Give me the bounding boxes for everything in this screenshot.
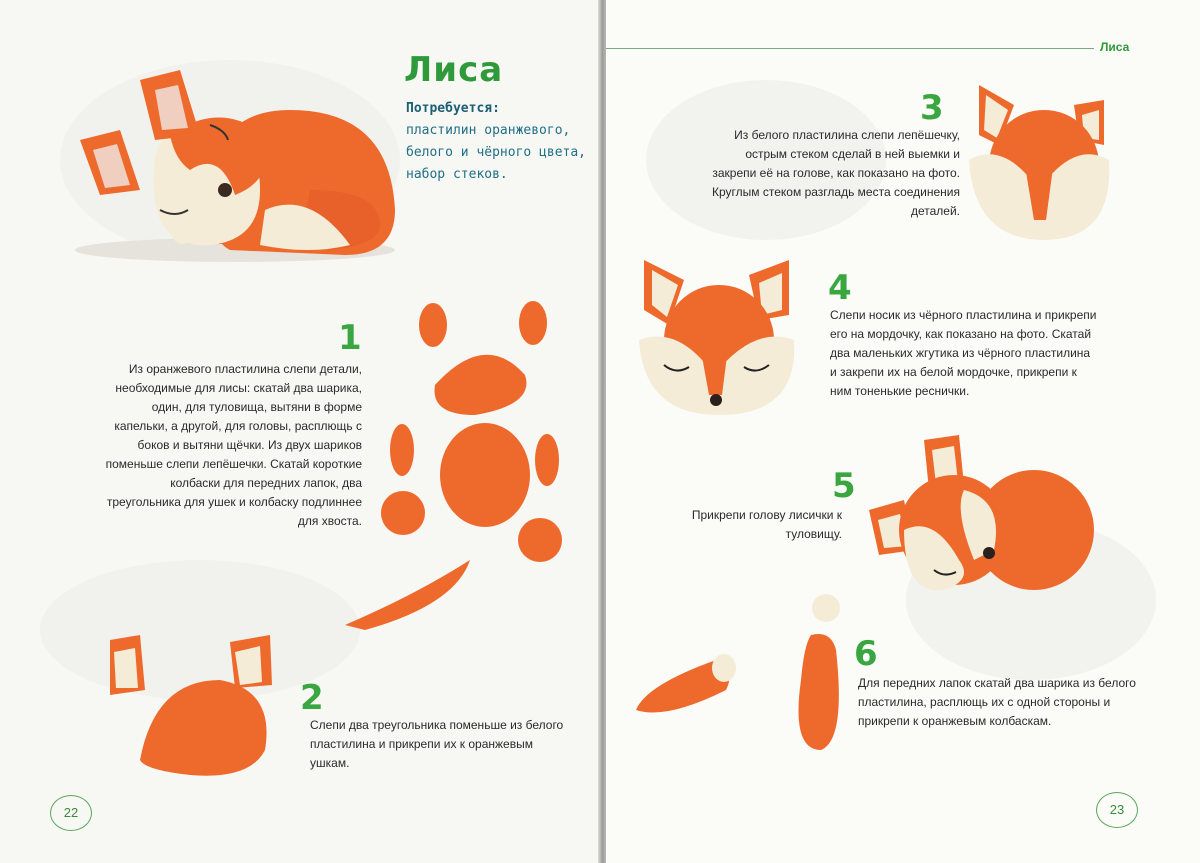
step4-number: 4 <box>828 268 852 308</box>
step1-parts-photo <box>375 295 575 635</box>
step2-ears-photo <box>100 630 290 780</box>
step5-number: 5 <box>832 466 856 506</box>
step6-paws-photo <box>626 590 856 760</box>
step1-number: 1 <box>338 318 362 358</box>
page-number: 22 <box>50 795 92 831</box>
materials-label: Потребуется: <box>406 101 500 116</box>
materials-text: пластилин оранжевого, белого и чёрного цвета, набор стеков. <box>406 123 587 182</box>
finished-fox-photo <box>60 40 410 270</box>
step2-text: Слепи два треугольника поменьше из белого пластилина и прикрепи их к оранжевым ушкам. <box>310 718 564 770</box>
step3-number: 3 <box>920 88 944 128</box>
step4-text: Слепи носик из чёрного пластилина и прикрепи его на мордочку, как показано на фото. Скатай два маленьких жгутика из чёрного пластилина и закрепи их на белой мордочке, прикрепи к ним тоненькие реснички. <box>830 308 1097 398</box>
step5-text: Прикрепи голову лисички к туловищу. <box>691 508 842 541</box>
page-title: Лиса <box>404 50 504 90</box>
running-head-rule <box>606 48 1094 49</box>
step6-number: 6 <box>854 634 878 674</box>
step2-number: 2 <box>300 678 324 718</box>
step5-fox-photo <box>864 430 1104 605</box>
running-head: Лиса <box>1100 40 1130 54</box>
step1-text: Из оранжевого пластилина слепи детали, необходимые для лисы: скатай два шарика, один, для туловища, вытяни в форме капельки, а другой, для головы, расплющь с боков и вытяни щёчки. Из двух шариков поменьше слепи лепёшечки. Скатай короткие колбаски для передних лапок, два треугольника для ушек и колбаску подлиннее для хвоста. <box>105 362 362 528</box>
materials-block <box>406 98 596 186</box>
step6-text: Для передних лапок скатай два шарика из белого пластилина, расплющь их с одной стороны и прикрепи к оранжевым колбаскам. <box>858 676 1136 728</box>
step4-face-photo <box>634 255 804 420</box>
step3-head-photo <box>964 80 1114 245</box>
step3-text: Из белого пластилина слепи лепёшечку, острым стеком сделай в ней выемки и закрепи её на голове, как показано на фото. Круглым стеком разгладь места соединения деталей. <box>712 128 960 218</box>
page-number: 23 <box>1096 792 1138 828</box>
right-page <box>606 0 1200 863</box>
